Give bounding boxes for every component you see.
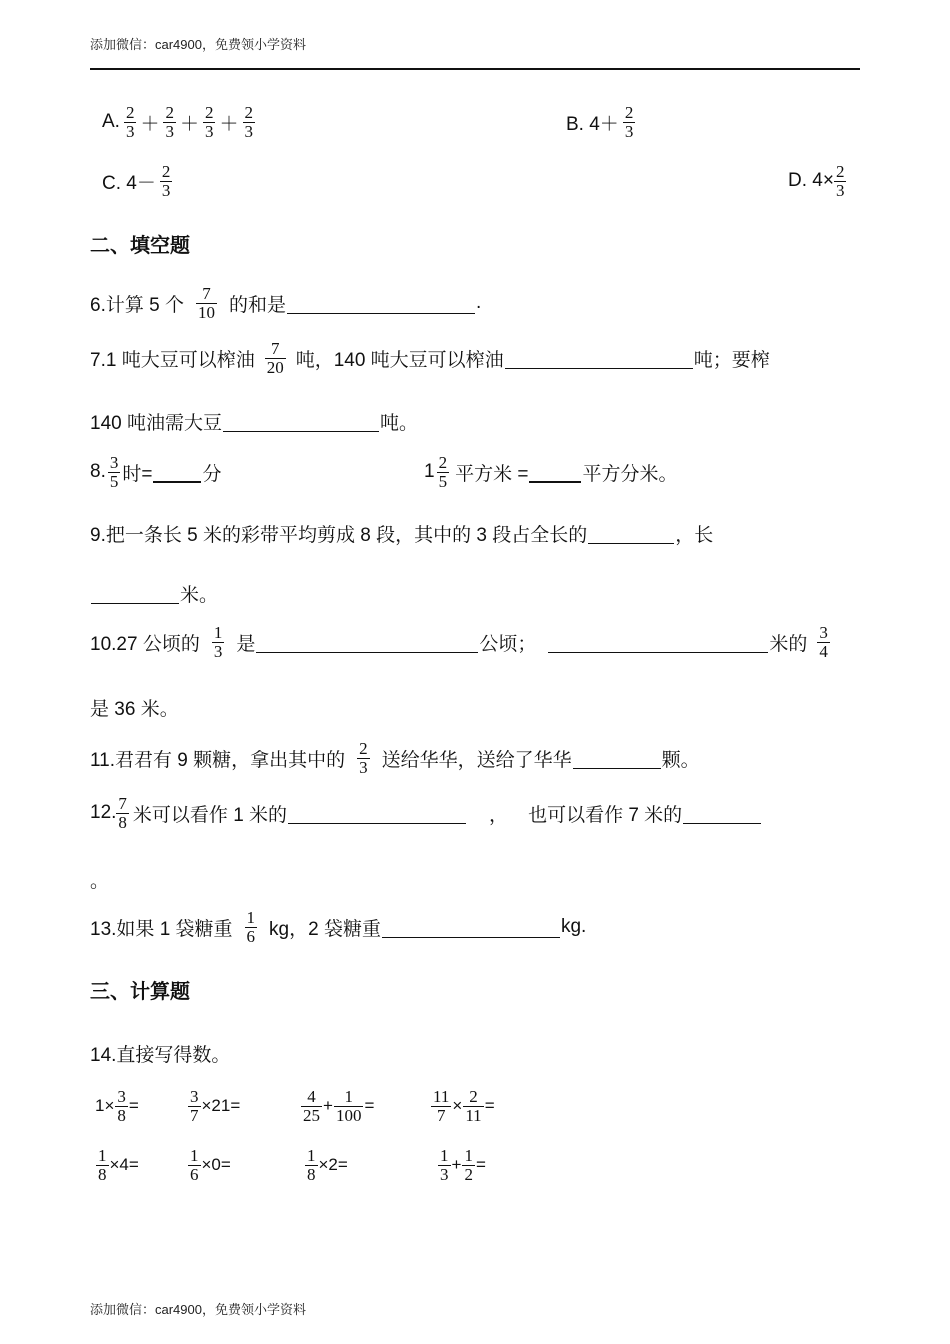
question-11: 11.君君有 9 颗糖，拿出其中的 $\frac{2}{3}$ 送给华华，送给了华华 颗。 bbox=[90, 739, 700, 777]
expression: $\frac{3}{7}$ ×21= bbox=[190, 1087, 241, 1125]
expression: $\frac{1}{6}$ ×0= bbox=[190, 1146, 231, 1184]
fraction: $\frac{3}{5}$ bbox=[109, 453, 119, 491]
fraction: $\frac{2}{3}$ bbox=[624, 103, 634, 141]
section-title: 三、计算题 bbox=[90, 981, 190, 1003]
header-divider bbox=[90, 68, 860, 70]
question-14-title: 14.直接写得数。 bbox=[90, 1045, 231, 1066]
expression: $\frac{1}{8}$ ×2= bbox=[307, 1146, 348, 1184]
answer-blank[interactable] bbox=[382, 917, 560, 938]
fraction: $\frac{2}{3}$ bbox=[161, 162, 171, 200]
question-7: 7.1 吨大豆可以榨油 $\frac{7}{20}$ 吨，140 吨大豆可以榨油 吨；要榨 bbox=[90, 339, 770, 377]
fraction: $\frac{2}{3}$ bbox=[125, 103, 135, 141]
question-10-line-2: 是 36 米。 bbox=[90, 699, 179, 720]
fraction: $\frac{7}{10}$ bbox=[197, 284, 215, 322]
answer-blank[interactable] bbox=[573, 748, 661, 769]
question-10: 10.27 公顷的 $\frac{1}{3}$ 是 公顷； 米的 $\frac{3}{4}$ bbox=[90, 623, 828, 661]
fraction: $\frac{2}{3}$ bbox=[244, 103, 253, 141]
fraction: $\frac{7}{20}$ bbox=[266, 339, 284, 377]
question-8a: 8. $\frac{3}{5}$ 时= 分 bbox=[90, 453, 222, 491]
expression: $\frac{11}{7}$ × $\frac{2}{11}$ = bbox=[433, 1087, 495, 1125]
fraction: $\frac{1}{6}$ bbox=[246, 908, 256, 946]
answer-blank[interactable] bbox=[153, 461, 201, 483]
answer-blank[interactable] bbox=[505, 348, 693, 369]
fraction: $\frac{3}{4}$ bbox=[819, 623, 828, 661]
expression: 1× $\frac{3}{8}$ = bbox=[95, 1087, 139, 1125]
fraction: $\frac{2}{3}$ bbox=[835, 162, 845, 200]
fraction: $\frac{7}{8}$ bbox=[118, 794, 127, 832]
answer-blank[interactable] bbox=[548, 632, 768, 653]
question-12-line-2: 。 bbox=[90, 871, 110, 892]
question-12: 12. $\frac{7}{8}$ 米可以看作 1 米的 ， 也可以看作 7 米的 bbox=[90, 795, 762, 832]
page-footer: 添加微信：car4900，免费领小学资料 bbox=[90, 1302, 306, 1317]
option-b: B. 4＋ $\frac{2}{3}$ bbox=[566, 103, 634, 141]
fraction: $\frac{2}{3}$ bbox=[165, 103, 174, 141]
answer-blank[interactable] bbox=[287, 293, 475, 314]
answer-blank[interactable] bbox=[91, 583, 179, 604]
answer-blank[interactable] bbox=[529, 461, 581, 483]
expression: $\frac{4}{25}$ + $\frac{1}{100}$ = bbox=[303, 1087, 375, 1125]
question-6: 6.计算 5 个 $\frac{7}{10}$ 的和是 . bbox=[90, 284, 482, 322]
expression: $\frac{1}{3}$ + $\frac{1}{2}$ = bbox=[440, 1146, 486, 1184]
answer-blank[interactable] bbox=[588, 523, 674, 544]
answer-blank[interactable] bbox=[683, 803, 761, 824]
answer-blank[interactable] bbox=[288, 803, 466, 824]
fraction: $\frac{1}{3}$ bbox=[213, 623, 223, 661]
expression: $\frac{1}{8}$ ×4= bbox=[98, 1146, 139, 1184]
option-d: D. 4× $\frac{2}{3}$ bbox=[788, 162, 845, 200]
fraction: $\frac{2}{3}$ bbox=[204, 103, 214, 141]
option-a: A. $\frac{2}{3}$ ＋ $\frac{2}{3}$ ＋ $\frac{2}{3}$ ＋ $\frac{2}{3}$ bbox=[102, 103, 253, 141]
question-8b: 1 $\frac{2}{5}$ 平方米 = 平方分米。 bbox=[424, 453, 678, 491]
section-title: 二、填空题 bbox=[90, 235, 190, 257]
question-9-line-2: 米。 bbox=[90, 580, 218, 607]
answer-blank[interactable] bbox=[223, 411, 379, 432]
question-13: 13.如果 1 袋糖重 $\frac{1}{6}$ kg，2 袋糖重 kg. bbox=[90, 908, 587, 946]
option-c: C. 4－ $\frac{2}{3}$ bbox=[102, 162, 171, 200]
question-9: 9.把一条长 5 米的彩带平均剪成 8 段，其中的 3 段占全长的 ，长 bbox=[90, 525, 714, 546]
answer-blank[interactable] bbox=[256, 632, 478, 653]
fraction: $\frac{2}{5}$ bbox=[438, 453, 448, 491]
fraction: $\frac{2}{3}$ bbox=[359, 739, 368, 777]
page-header: 添加微信：car4900，免费领小学资料 bbox=[90, 37, 306, 52]
question-7-line-2: 140 吨油需大豆 吨。 bbox=[90, 413, 418, 434]
